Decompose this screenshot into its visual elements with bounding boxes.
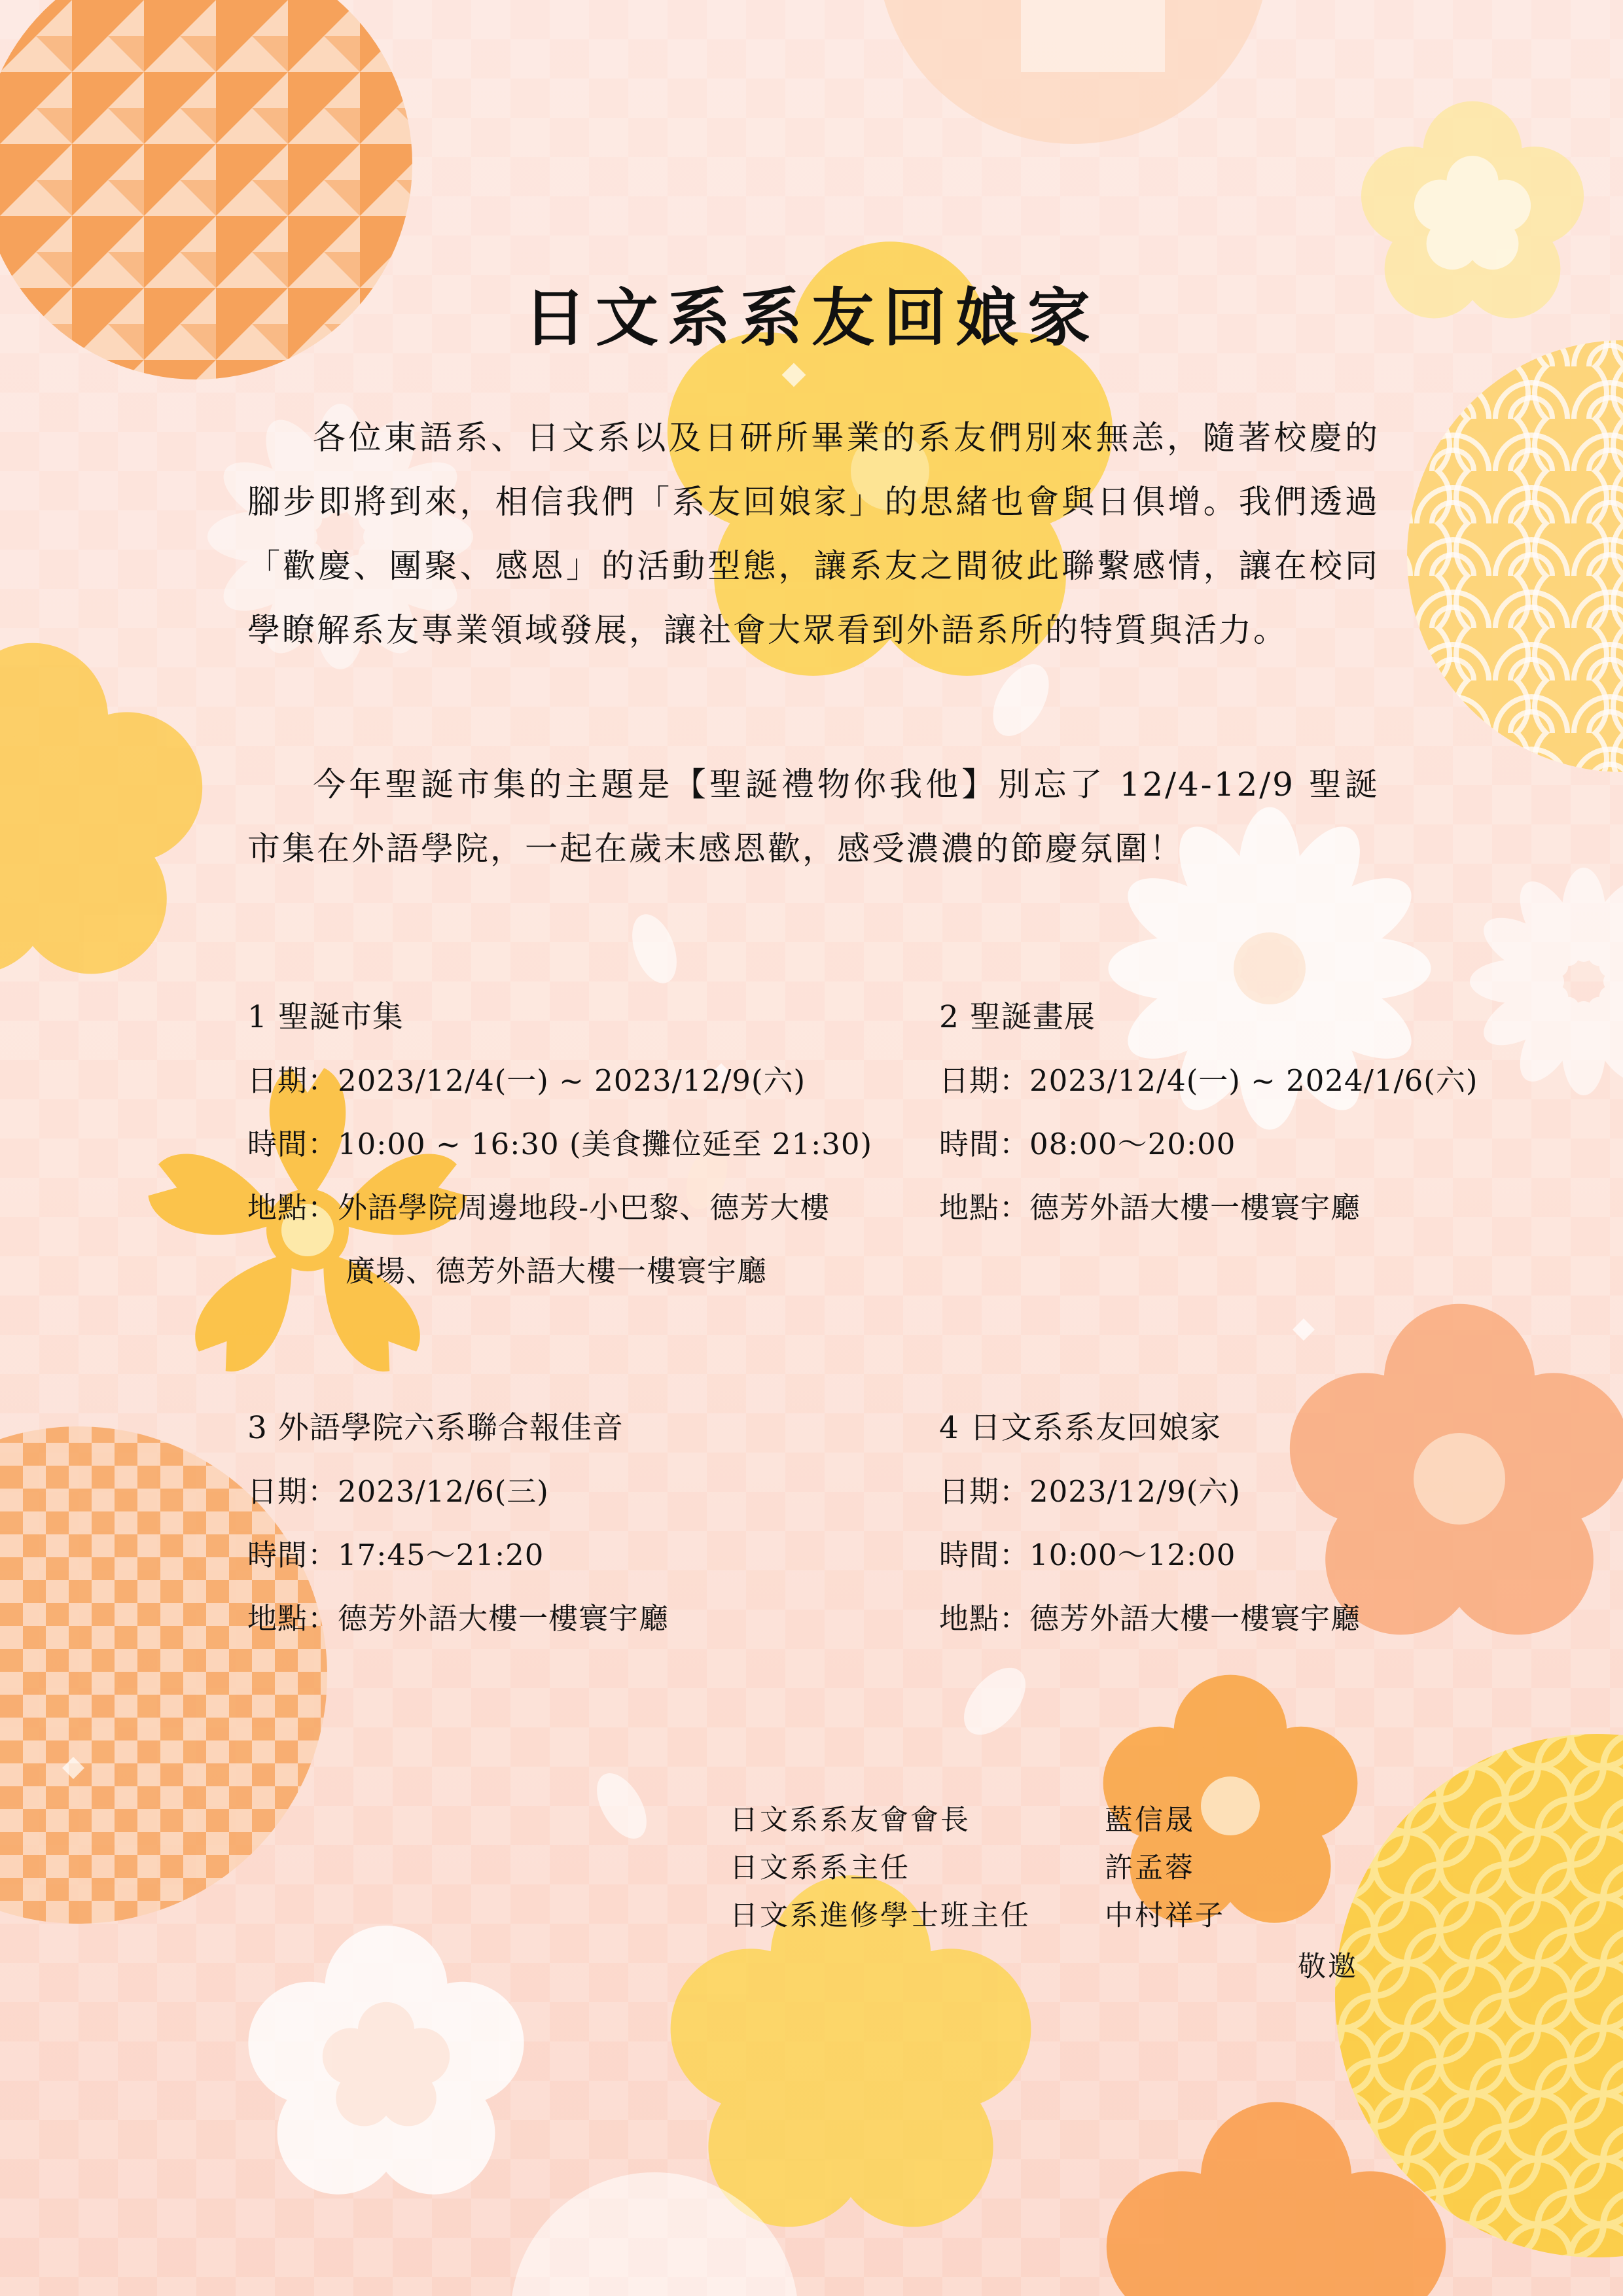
- event-date: 日期：2023/12/4(一) ~ 2024/1/6(六): [939, 1063, 1478, 1098]
- event-alumni-homecoming: [939, 1396, 1594, 1650]
- signature-role: 日文系系主任: [730, 1852, 910, 1884]
- event-place: 地點：德芳外語大樓一樓寰宇廳: [247, 1601, 669, 1636]
- event-carol-singing: [247, 1396, 902, 1650]
- event-time: 時間：10:00～12:00: [939, 1538, 1236, 1572]
- event-christmas-market: [247, 985, 902, 1303]
- signature-name: 許孟蓉: [1105, 1852, 1195, 1884]
- event-place: 地點：外語學院周邊地段-小巴黎、德芳大樓: [247, 1190, 830, 1225]
- event-time: 時間：17:45～21:20: [247, 1538, 544, 1572]
- market-paragraph: 今年聖誕市集的主題是【聖誕禮物你我他】別忘了 12/4-12/9 聖誕市集在外語學院，一起在歲末感恩歡，感受濃濃的節慶氛圍！: [247, 766, 1380, 868]
- signature-role: 日文系進修學士班主任: [730, 1899, 1031, 1932]
- event-time: 時間：10:00 ~ 16:30 (美食攤位延至 21:30): [247, 1127, 873, 1161]
- event-date: 日期：2023/12/9(六): [939, 1474, 1241, 1509]
- event-heading: 2 聖誕畫展: [939, 999, 1096, 1035]
- signature-role: 日文系系友會會長: [730, 1804, 971, 1837]
- event-date: 日期：2023/12/4(一) ~ 2023/12/9(六): [247, 1063, 806, 1098]
- event-place: 地點：德芳外語大樓一樓寰宇廳: [939, 1601, 1361, 1636]
- event-date: 日期：2023/12/6(三): [247, 1474, 549, 1509]
- event-heading: 1 聖誕市集: [247, 999, 404, 1035]
- signature-roles: [730, 1797, 1031, 1940]
- signature-name: 藍信晟: [1105, 1804, 1195, 1837]
- signature-name: 中村祥子: [1105, 1899, 1225, 1932]
- intro-paragraph: 各位東語系、日文系以及日研所畢業的系友們別來無恙，隨著校慶的腳步即將到來，相信我們「系友回娘家」的思緒也會與日俱增。我們透過「歡慶、團聚、感恩」的活動型態，讓系友之間彼此聯繫感情，讓在校同學瞭解系友專業領域發展，讓社會大眾看到外語系所的特質與活力。: [247, 419, 1380, 649]
- event-heading: 3 外語學院六系聯合報佳音: [247, 1410, 624, 1446]
- closing-text: 敬邀: [1298, 1951, 1358, 1983]
- page-title: 日文系系友回娘家: [524, 281, 1099, 355]
- event-place-continued: 廣場、德芳外語大樓一樓寰宇廳: [346, 1254, 768, 1288]
- event-time: 時間：08:00～20:00: [939, 1127, 1236, 1161]
- event-christmas-art-exhibition: [939, 985, 1594, 1239]
- event-place: 地點：德芳外語大樓一樓寰宇廳: [939, 1190, 1361, 1225]
- signature-names: [1105, 1797, 1225, 1940]
- event-heading: 4 日文系系友回娘家: [939, 1410, 1221, 1446]
